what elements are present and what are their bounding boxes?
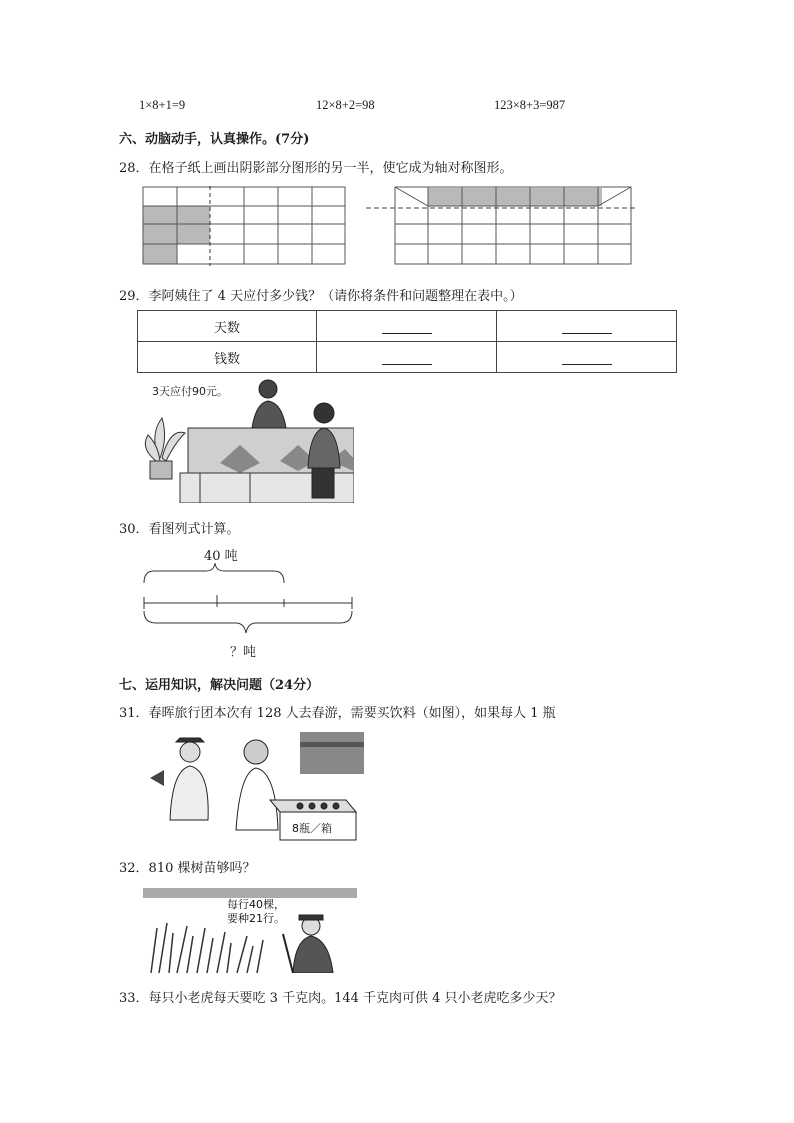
table-row [138,311,677,342]
answer-blank[interactable] [497,311,677,342]
data-table [137,310,677,373]
question-33: 33．每只小老虎每天要吃 3 千克肉。144 千克肉可供 4 只小老虎吃多少天？ [119,991,562,1006]
top-label: 40 吨 [204,549,238,564]
brace-diagram [140,543,360,663]
shaded-region [428,188,602,206]
grid-left [142,186,347,266]
answer-blank[interactable] [317,342,497,373]
speech-text: 3天应付90元。 [152,385,228,398]
answer-blank[interactable] [497,342,677,373]
table-row [138,342,677,373]
section-6-title: 六、动脑动手，认真操作。(7分) [119,132,310,147]
bottom-label: ？吨 [230,645,257,660]
answer-blank[interactable] [317,311,497,342]
grid-right [366,186,638,266]
trees-illustration [143,888,357,973]
equation-1: 1×8+1=9 [139,98,186,112]
question-30: 30．看图列式计算。 [119,522,240,537]
row-label-days: 天数 [138,311,317,342]
hotel-illustration [140,373,354,503]
speech-line-1: 每行40棵， [227,898,285,911]
question-31: 31．春晖旅行团本次有 128 人去春游，需要买饮料（如图），如果每人 1 瓶 [119,706,556,721]
drinks-illustration [150,730,364,845]
equation-2: 12×8+2=98 [316,98,375,112]
section-7-title: 七、运用知识，解决问题（24分） [119,678,320,693]
equation-3: 123×8+3=987 [494,98,566,112]
shaded-region [143,244,177,264]
question-29: 29．李阿姨住了 4 天应付多少钱？（请你将条件和问题整理在表中。） [119,289,523,304]
box-label: 8瓶／箱 [292,822,332,835]
speech-line-2: 要种21行。 [227,912,285,925]
question-28: 28．在格子纸上画出阴影部分图形的另一半，使它成为轴对称图形。 [119,161,513,176]
question-32: 32．810 棵树苗够吗？ [119,861,256,876]
row-label-money: 钱数 [138,342,317,373]
